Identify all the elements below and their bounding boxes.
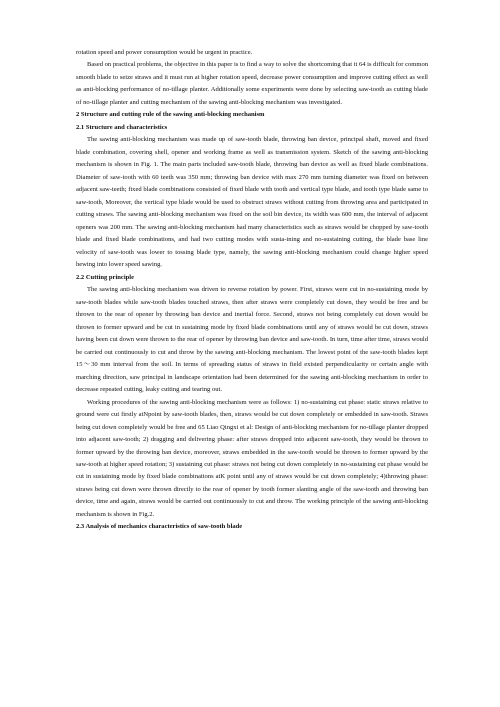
paragraph-structure: The sawing anti-blocking mechanism was made up of saw-tooth blade, throwing ban device, principal shaft, moved and fixed blade combination, covering shell, opener and working frame as well as transmission system. Sketch of the sawing anti-blocking mechanism is shown in Fig. 1. The main parts included saw-tooth blade, throwing ban device as well as fixed blade combinations. Diameter of saw-tooth with 60 teeth was 350 mm; throwing ban device with max 270 mm turning diameter was fixed on between adjacent saw-teeth; fixed blade combinations consisted of fixed blade with tooth and vertical type blade, and tooth type blade same to saw-tooth, Moreover, the vertical type blade would be used to obstruct straws without cutting from throwing area and participated in cutting straws. The sawing anti-blocking mechanism was fixed on the soil bin device, its width was 600 mm, the interval of adjacent openers was 200 mm. The sawing anti-blocking mechanism had many characteristics such as straws would be chopped by saw-tooth blade and fixed blade combinations, and had two cutting modes with susta-ining and no-sustaining cutting, the blade base line velocity of saw-tooth was lower to tossing blade type, namely, the sawing anti-blocking mechanism could change higher speed hewing into lower speed sawing. (76, 136, 428, 269)
paper-page (76, 47, 428, 534)
paragraph-working-procedures: Working procedures of the sawing anti-blocking mechanism were as follows: 1) no-sustaining cut phase: static straws relative to ground were cut firstly atNpoint by saw-tooth blades, then, straws would be cut down completely or embedded in saw-tooth. Straws being cut down completely would be free and 65 Liao Qingxi et al: Design of anti-blocking mechanism for no-tillage planter dropped into adjacent saw-tooth; 2) dragging and delivering phase: after straws dropped into adjacent saw-tooth, they would be thrown to former upward by the throwing ban device, moreover, straws embedded in the saw-tooth would be thrown to former upward by the saw-tooth at higher speed rotation; 3) sustaining cut phase: straws not being cut down completely in no-sustaining cut phase would be cut in sustaining mode by fixed blade combinations atK point until any of straws would be cut down completely; 4)throwing phase: straws being cut down were thrown directly to the rear of opener by tooth former slanting angle of the saw-tooth and throwing ban device, time and again, straws would be carried out continuously to cut and throw. The working principle of the sawing anti-blocking mechanism is shown in Fig.2. (76, 398, 428, 518)
subsection-heading-2-3: 2.3 Analysis of mechanics characteristics of saw-tooth blade (76, 523, 243, 531)
paragraph-cutting-principle: The sawing anti-blocking mechanism was driven to reverse rotation by power. First, straws were cut in no-sustaining mode by saw-tooth blades while saw-tooth blades touched straws, then after straws were completely cut down, they would be free and be thrown to the rear of opener by throwing ban device and inertial force. Second, straws not being completely cut down would be thrown to former upward and be cut in sustaining mode by fixed blade combinations until any of straws would be cut down, straws having been cut down were thrown to the rear of opener by throwing ban device and saw-tooth. In turn, time after time, straws would be carried out continuously to cut and throw by the sawing anti-blocking mechanism. The lowest point of the saw-tooth blades kept 15～30 mm interval from the soil. In terms of spreading status of straws in field existed perpendicularity or certain angle with marching direction, saw principal in landscape orientation had been determined for the sawing anti-blocking mechanism in order to decrease repeated cutting, leaky cutting and tearing out. (76, 286, 428, 394)
section-heading-2: 2 Structure and cutting rule of the sawing anti-blocking mechanism (76, 111, 265, 119)
subsection-heading-2-2: 2.2 Cutting principle (76, 273, 135, 281)
subsection-heading-2-1: 2.1 Structure and characteristics (76, 123, 168, 131)
paragraph-rotation-speed-note: rotation speed and power consumption would be urgent in practice. (76, 49, 253, 56)
paragraph-objective: Based on practical problems, the objective in this paper is to find a way to solve the shortcoming that it 64 is difficult for common smooth blade to seize straws and it must run at higher rotation speed, decrease power consumption and improve cutting effect as well as anti-blocking performance of no-tillage planter. Additionally some experiments were done by selecting saw-tooth as cutting blade of no-tillage planter and cutting mechanism of the sawing anti-blocking mechanism was investigated. (76, 61, 428, 106)
